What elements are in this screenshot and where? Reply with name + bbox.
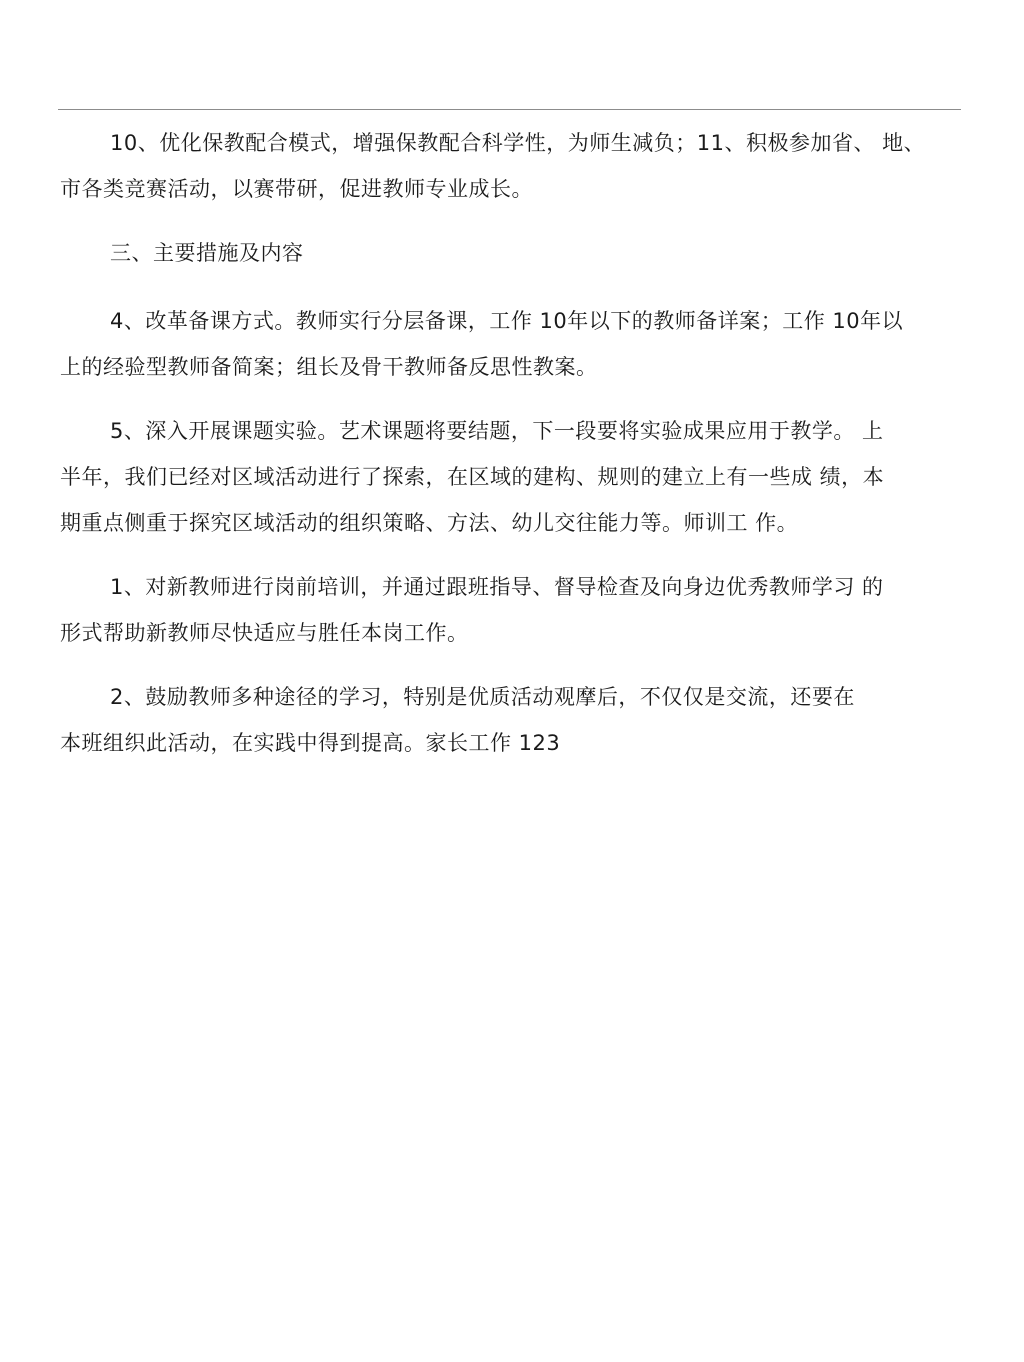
paragraph-item-1 [60, 564, 965, 656]
paragraph-line: 市各类竞赛活动，以赛带研，促进教师专业成长。 [60, 177, 533, 201]
paragraph-line: 本班组织此活动，在实践中得到提高。家长工作 123 [60, 731, 561, 755]
header-rule [58, 109, 961, 110]
document-body [60, 120, 965, 784]
paragraph-line: 10、优化保教配合模式，增强保教配合科学性，为师生减负；11、积极参加省、 地、 [110, 131, 926, 155]
paragraph-line: 1、对新教师进行岗前培训，并通过跟班指导、督导检查及向身边优秀教师学习 的 [110, 575, 884, 599]
paragraph-line: 期重点侧重于探究区域活动的组织策略、方法、幼儿交往能力等。师训工 作。 [60, 511, 799, 535]
paragraph-line: 半年，我们已经对区域活动进行了探索，在区域的建构、规则的建立上有一些成 绩，本 [60, 465, 885, 489]
paragraph-item-4 [60, 298, 965, 390]
paragraph-line: 2、鼓励教师多种途径的学习，特别是优质活动观摩后，不仅仅是交流，还要在 [110, 685, 855, 709]
paragraph-item-5 [60, 408, 965, 546]
section-heading-text: 三、主要措施及内容 [110, 241, 304, 265]
paragraph-item-10-11 [60, 120, 965, 212]
paragraph-item-2 [60, 674, 965, 766]
paragraph-line: 形式帮助新教师尽快适应与胜任本岗工作。 [60, 621, 469, 645]
paragraph-line: 4、改革备课方式。教师实行分层备课，工作 10年以下的教师备详案；工作 10年以 [110, 309, 904, 333]
paragraph-line: 5、深入开展课题实验。艺术课题将要结题，下一段要将实验成果应用于教学。 上 [110, 419, 884, 443]
paragraph-line: 上的经验型教师备简案；组长及骨干教师备反思性教案。 [60, 355, 598, 379]
section-heading [60, 230, 965, 276]
